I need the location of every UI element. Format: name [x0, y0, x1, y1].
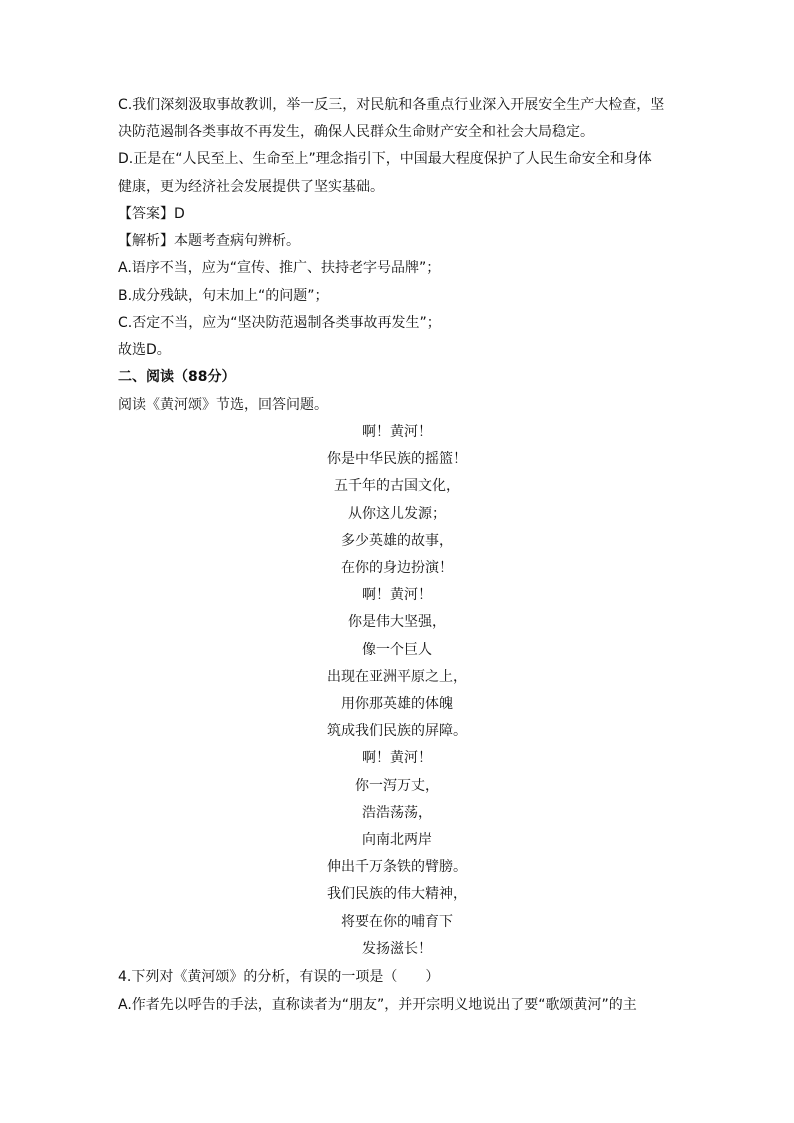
option-d-line-1: D.正是在“人民至上、生命至上”理念指引下，中国最大程度保护了人民生命安全和身体: [118, 151, 652, 167]
poem-line-text: 向南北两岸: [362, 832, 432, 848]
question-option-a: A.作者先以呼告的手法，直称读者为“朋友”，并开宗明义地说出了要“歌颂黄河”的主: [118, 997, 637, 1013]
reading-intro: 阅读《黄河颂》节选，回答问题。: [118, 397, 328, 413]
option-c-line-1: C.我们深刻汲取事故教训，举一反三，对民航和各重点行业深入开展安全生产大检查，坚: [118, 97, 665, 113]
poem-line: [0, 777, 794, 795]
poem-line: [0, 641, 794, 659]
choose-line: 故选D。: [118, 342, 171, 358]
poem-line: [0, 722, 794, 740]
poem-line: [0, 858, 794, 876]
poem-line: [0, 477, 794, 495]
poem-line: [0, 505, 794, 523]
explanation-c: C.否定不当，应为“坚决防范遏制各类事故再发生”；: [118, 315, 441, 331]
poem-line: [0, 668, 794, 686]
poem-line-text: 从你这儿发源；: [348, 505, 446, 522]
poem-line-text: 五千年的古国文化，: [334, 478, 460, 495]
poem-line-text: 筑成我们民族的屏障。: [327, 723, 467, 740]
poem-line-text: 你是伟大坚强，: [348, 614, 446, 631]
poem-line-text: 我们民族的伟大精神，: [327, 886, 467, 903]
poem-line: [0, 559, 794, 577]
poem-line-text: 你是中华民族的摇篮！: [327, 451, 467, 468]
question-stem: 4.下列对《黄河颂》的分析，有误的一项是（ ）: [118, 969, 440, 985]
poem-line-text: 啊！黄河！: [362, 750, 432, 767]
poem-line: [0, 695, 794, 713]
poem-line: [0, 804, 794, 822]
poem-line-text: 在你的身边扮演！: [341, 560, 453, 576]
poem-line: [0, 613, 794, 631]
poem-line-text: 出现在亚洲平原之上，: [327, 668, 467, 685]
option-c-line-2: 决防范遏制各类事故不再发生，确保人民群众生命财产安全和社会大局稳定。: [118, 124, 594, 140]
poem-line-text: 将要在你的哺育下: [341, 913, 453, 930]
poem-line-text: 你一泻万丈，: [355, 777, 439, 794]
poem-line: [0, 532, 794, 550]
option-d-line-2: 健康，更为经济社会发展提供了坚实基础。: [118, 179, 384, 195]
poem-line-text: 啊！黄河！: [362, 424, 432, 440]
explanation-a: A.语序不当，应为“宣传、推广、扶持老字号品牌”；: [118, 260, 441, 276]
poem-line-text: 用你那英雄的体魄: [341, 696, 453, 712]
poem-line-text: 浩浩荡荡，: [362, 804, 432, 821]
poem-line: [0, 749, 794, 767]
analysis-line: 【解析】本题考查病句辨析。: [118, 233, 300, 249]
poem-line-text: 发扬滋长！: [362, 940, 432, 957]
poem-line: [0, 831, 794, 849]
section-heading: 二、阅读（88分）: [118, 369, 236, 385]
poem-line-text: 多少英雄的故事，: [341, 532, 453, 549]
poem-line: [0, 940, 794, 958]
answer-line: 【答案】D: [118, 206, 185, 222]
poem-line: [0, 913, 794, 931]
poem-line-text: 像一个巨人: [362, 641, 432, 658]
poem-line: [0, 586, 794, 604]
poem-line-text: 啊！黄河！: [362, 587, 432, 604]
poem-line: [0, 450, 794, 468]
poem-line: [0, 885, 794, 903]
explanation-b: B.成分残缺，句末加上“的问题”；: [118, 288, 329, 304]
poem-line: [0, 423, 794, 441]
poem-line-text: 伸出千万条铁的臂膀。: [327, 859, 467, 876]
